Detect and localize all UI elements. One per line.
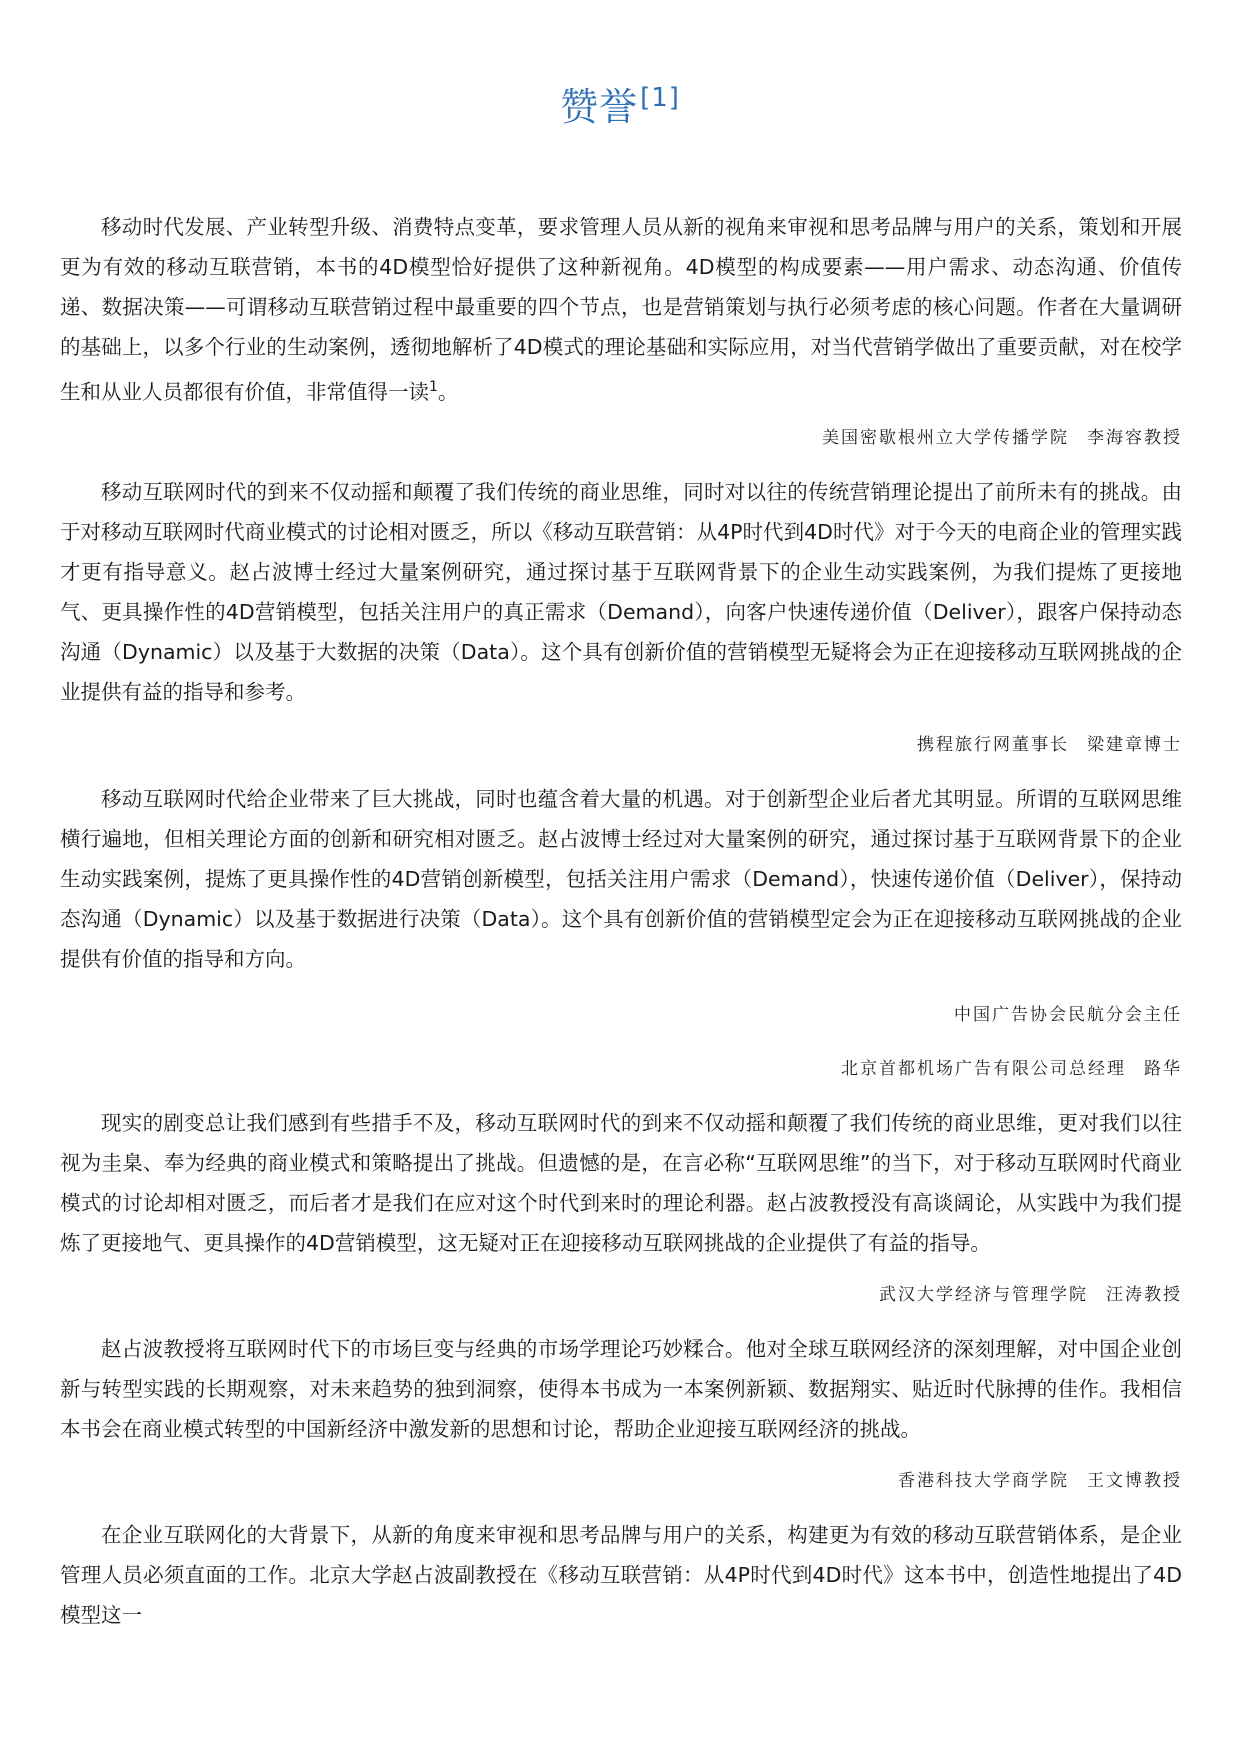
endorser-signature: 北京首都机场广告有限公司总经理 路华 [841, 1059, 1182, 1079]
endorsements [60, 207, 1182, 1635]
endorsement-paragraph: 移动互联网时代的到来不仅动摇和颠覆了我们传统的商业思维，同时对以往的传统营销理论提出了前所未有的挑战。由于对移动互联网时代商业模式的讨论相对匮乏，所以《移动互联营销：从4P时代到4D时代》对于今天的电商企业的管理实践才更有指导意义。赵占波博士经过大量案例研究，通过探讨基于互联网背景下的企业生动实践案例，为我们提炼了更接地气、更具操作性的4D营销模型，包括关注用户的真正需求（Demand），向客户快速传递价值（Deliver），跟客户保持动态沟通（Dynamic）以及基于大数据的决策（Data）。这个具有创新价值的营销模型无疑将会为正在迎接移动互联网挑战的企业提供有益的指导和参考。 [60, 480, 1182, 704]
endorsement-paragraph: 现实的剧变总让我们感到有些措手不及，移动互联网时代的到来不仅动摇和颠覆了我们传统的商业思维，更对我们以往视为圭臬、奉为经典的商业模式和策略提出了挑战。但遗憾的是，在言必称“互联网思维”的当下，对于移动互联网时代商业模式的讨论却相对匮乏，而后者才是我们在应对这个时代到来时的理论利器。赵占波教授没有高谈阔论，从实践中为我们提炼了更接地气、更具操作的4D营销模型，这无疑对正在迎接移动互联网挑战的企业提供了有益的指导。 [60, 1111, 1182, 1255]
page-title [0, 76, 1240, 131]
endorsement-paragraph: 移动时代发展、产业转型升级、消费特点变革，要求管理人员从新的视角来审视和思考品牌与用户的关系，策划和开展更为有效的移动互联营销，本书的4D模型恰好提供了这种新视角。4D模型的构成要素——用户需求、动态沟通、价值传递、数据决策——可谓移动互联营销过程中最重要的四个节点，也是营销策划与执行必须考虑的核心问题。作者在大量调研的基础上，以多个行业的生动案例，透彻地解析了4D模式的理论基础和实际应用，对当代营销学做出了重要贡献，对在校学生和从业人员都很有价值，非常值得一读$^1$。 [60, 215, 1182, 404]
endorser-signature: 香港科技大学商学院 王文博教授 [898, 1471, 1182, 1491]
endorser-signature: 中国广告协会民航分会主任 [954, 1005, 1182, 1025]
footnote-ref[interactable]: 1 [429, 379, 438, 395]
endorser-signature: 武汉大学经济与管理学院 汪涛教授 [879, 1285, 1182, 1305]
title-note-ref[interactable]: [1] [640, 83, 680, 113]
endorser-signature: 美国密歇根州立大学传播学院 李海容教授 [822, 428, 1182, 448]
endorsement-paragraph: 赵占波教授将互联网时代下的市场巨变与经典的市场学理论巧妙糅合。他对全球互联网经济的深刻理解，对中国企业创新与转型实践的长期观察，对未来趋势的独到洞察，使得本书成为一本案例新颖、数据翔实、贴近时代脉搏的佳作。我相信本书会在商业模式转型的中国新经济中激发新的思想和讨论，帮助企业迎接互联网经济的挑战。 [60, 1337, 1182, 1441]
endorser-signature: 携程旅行网董事长 梁建章博士 [917, 735, 1182, 755]
endorsement-paragraph: 在企业互联网化的大背景下，从新的角度来审视和思考品牌与用户的关系，构建更为有效的移动互联营销体系，是企业管理人员必须直面的工作。北京大学赵占波副教授在《移动互联营销：从4P时代到4D时代》这本书中，创造性地提出了4D模型这一 [60, 1523, 1182, 1627]
title-text: 赞誉 [560, 85, 639, 129]
endorsement-paragraph: 移动互联网时代给企业带来了巨大挑战，同时也蕴含着大量的机遇。对于创新型企业后者尤其明显。所谓的互联网思维横行遍地，但相关理论方面的创新和研究相对匮乏。赵占波博士经过对大量案例的研究，通过探讨基于互联网背景下的企业生动实践案例，提炼了更具操作性的4D营销创新模型，包括关注用户需求（Demand），快速传递价值（Deliver），保持动态沟通（Dynamic）以及基于数据进行决策（Data）。这个具有创新价值的营销模型定会为正在迎接移动互联网挑战的企业提供有价值的指导和方向。 [60, 787, 1182, 971]
